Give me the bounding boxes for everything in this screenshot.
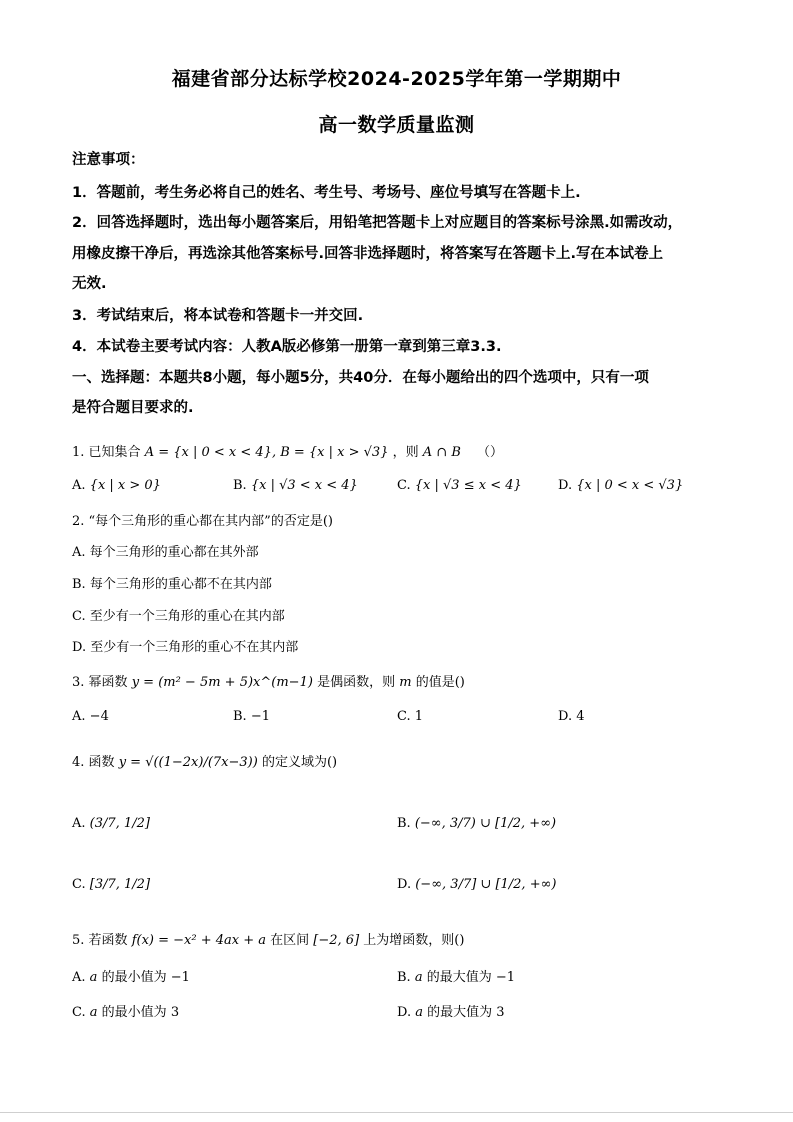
option-value: 4	[576, 709, 585, 724]
option-var: a	[89, 1005, 98, 1020]
question-1-option-a	[72, 477, 161, 495]
option-label: A.	[72, 709, 86, 724]
option-expr: {x | x > 0}	[89, 478, 161, 493]
option-value: 3	[170, 1005, 180, 1020]
question-1-prefix: 1. 已知集合	[72, 445, 141, 460]
option-value: 3	[496, 1005, 505, 1020]
option-var: a	[415, 1005, 423, 1020]
question-5-suffix: 上为增函数，则()	[363, 933, 465, 948]
notice-item-2-line-3: 无效.	[72, 276, 107, 292]
question-3-stem	[72, 674, 465, 692]
option-text: 的最大值为	[426, 970, 492, 985]
option-expr: {x | 0 < x < √3}	[576, 478, 684, 493]
question-5-prefix: 5. 若函数	[72, 933, 128, 948]
question-4-suffix: 的定义域为()	[261, 755, 338, 770]
option-label: B.	[397, 970, 411, 985]
notice-item-3: 3．考试结束后，将本试卷和答题卡一并交回.	[72, 308, 364, 324]
option-label: C.	[72, 1005, 86, 1020]
question-5-stem	[72, 932, 464, 950]
question-3-expr: y = (m² − 5m + 5)x^(m−1)	[131, 675, 313, 690]
question-4-option-a	[72, 815, 150, 833]
question-2-option-b	[72, 576, 272, 594]
option-label: A.	[72, 545, 86, 560]
question-5-option-a	[72, 969, 190, 987]
option-expr: (−∞, 3/7) ∪ [1/2, +∞)	[414, 816, 557, 831]
question-1-sets: A = {x | 0 < x < 4}, B = {x | x > √3}	[144, 445, 389, 460]
option-text: 的最小值为	[101, 970, 167, 985]
option-text: 的最大值为	[427, 1005, 493, 1020]
option-label: D.	[397, 877, 412, 892]
section-1-heading-line-1: 一、选择题：本题共8小题，每小题5分，共40分．在每小题给出的四个选项中，只有一项	[72, 370, 649, 386]
option-label: D.	[72, 640, 87, 655]
option-label: C.	[397, 709, 411, 724]
exam-title: 福建省部分达标学校2024-2025学年第一学期期中	[171, 68, 622, 90]
question-4-stem	[72, 754, 337, 772]
option-label: B.	[397, 816, 411, 831]
option-expr: (−∞, 3/7] ∪ [1/2, +∞)	[415, 877, 557, 892]
option-expr: {x | √3 ≤ x < 4}	[414, 478, 522, 493]
question-5-middle: 在区间	[270, 933, 310, 948]
option-text: 每个三角形的重心都在其外部	[89, 545, 259, 560]
question-2-option-d	[72, 639, 298, 657]
option-label: C.	[72, 877, 86, 892]
option-value: −1	[250, 709, 270, 724]
question-1-option-b	[233, 477, 358, 495]
option-value: −1	[170, 970, 190, 985]
option-text: 至少有一个三角形的重心在其内部	[89, 609, 285, 624]
question-3-var: m	[399, 675, 412, 690]
option-expr: {x | √3 < x < 4}	[250, 478, 358, 493]
notice-item-4: 4．本试卷主要考试内容：人教A版必修第一册第一章到第三章3.3.	[72, 339, 502, 355]
question-3-option-d	[558, 708, 585, 726]
notice-heading: 注意事项：	[72, 152, 145, 168]
question-3-prefix: 3. 幂函数	[72, 675, 128, 690]
question-2-option-c	[72, 608, 285, 626]
option-label: A.	[72, 478, 86, 493]
option-expr: (3/7, 1/2]	[89, 816, 150, 831]
question-2-option-a	[72, 544, 259, 562]
option-var: a	[414, 970, 423, 985]
question-4-expr: y = √((1−2x)/(7x−3))	[118, 755, 258, 770]
question-1-option-d	[558, 477, 683, 495]
notice-item-2-line-1: 2．回答选择题时，选出每小题答案后，用铅笔把答题卡上对应题目的答案标号涂黑.如需改动，	[72, 215, 683, 231]
question-5-option-c	[72, 1004, 179, 1022]
question-4-option-b	[397, 815, 556, 833]
question-5-option-b	[397, 969, 515, 987]
option-var: a	[89, 970, 98, 985]
option-label: D.	[558, 478, 573, 493]
question-2-stem: 2. “每个三角形的重心都在其内部”的否定是()	[72, 514, 333, 529]
section-1-heading-line-2: 是符合题目要求的.	[72, 400, 194, 416]
option-text: 每个三角形的重心都不在其内部	[89, 577, 272, 592]
question-1-suffix: ，则	[392, 445, 419, 460]
question-5-option-d	[397, 1004, 505, 1022]
question-1-stem	[72, 444, 503, 462]
option-label: B.	[233, 478, 247, 493]
page-bottom-divider	[0, 1112, 793, 1113]
question-4-option-d	[397, 876, 557, 894]
question-5-interval: [−2, 6]	[313, 933, 360, 948]
question-1-option-c	[397, 477, 522, 495]
option-text: 至少有一个三角形的重心不在其内部	[90, 640, 299, 655]
option-value: −1	[495, 970, 516, 985]
option-label: B.	[233, 709, 247, 724]
question-3-middle: 是偶函数，则	[317, 675, 396, 690]
question-4-option-c	[72, 876, 150, 894]
question-4-prefix: 4. 函数	[72, 755, 115, 770]
question-1-intersection: A ∩ B	[422, 445, 461, 460]
option-value: −4	[89, 709, 109, 724]
option-label: D.	[558, 709, 573, 724]
question-3-option-c	[397, 708, 423, 726]
notice-item-2-line-2: 用橡皮擦干净后，再选涂其他答案标号.回答非选择题时，将答案写在答题卡上.写在本试卷上	[72, 246, 664, 262]
question-3-option-a	[72, 708, 109, 726]
option-text: 的最小值为	[101, 1005, 167, 1020]
option-label: D.	[397, 1005, 412, 1020]
question-1-blank: （）	[477, 445, 504, 460]
option-label: C.	[72, 609, 86, 624]
option-label: A.	[72, 816, 86, 831]
question-3-option-b	[233, 708, 270, 726]
option-label: A.	[72, 970, 86, 985]
question-3-suffix: 的值是()	[415, 675, 465, 690]
question-5-expr: f(x) = −x² + 4ax + a	[131, 933, 266, 948]
option-label: B.	[72, 577, 86, 592]
exam-subtitle: 高一数学质量监测	[318, 114, 475, 136]
option-expr: [3/7, 1/2]	[89, 877, 151, 892]
notice-item-1: 1．答题前，考生务必将自己的姓名、考生号、考场号、座位号填写在答题卡上.	[72, 185, 581, 201]
option-label: C.	[397, 478, 411, 493]
option-value: 1	[414, 709, 424, 724]
